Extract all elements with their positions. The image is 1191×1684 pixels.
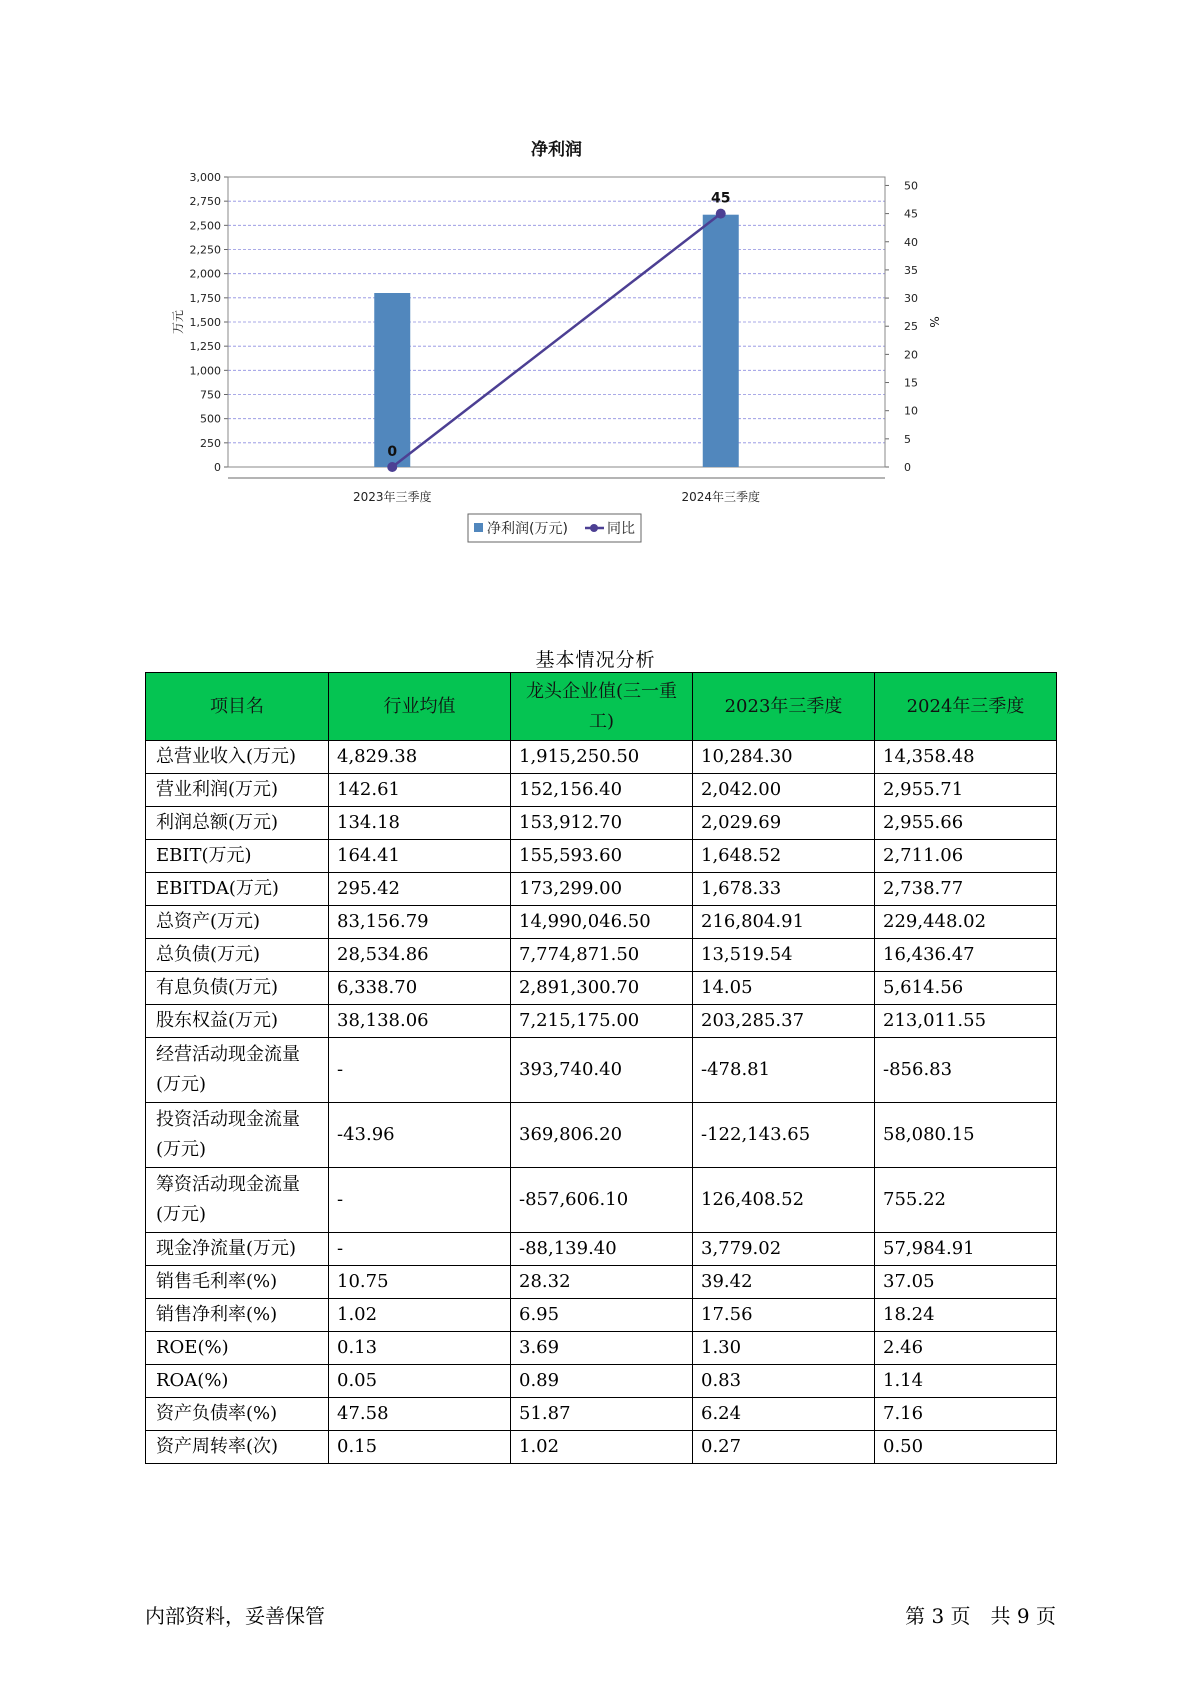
row-label-cell: 股东权益(万元) (146, 1005, 329, 1038)
row-label-cell: 总营业收入(万元) (146, 741, 329, 774)
value-cell: 3.69 (511, 1332, 693, 1365)
value-cell: 0.05 (329, 1365, 511, 1398)
value-cell: -856.83 (875, 1038, 1057, 1103)
legend-label-bar: 净利润(万元) (487, 521, 568, 537)
row-label-cell: EBITDA(万元) (146, 873, 329, 906)
y-tick-label: 500 (200, 412, 221, 426)
point-label: 45 (711, 190, 731, 207)
y-tick-label: 250 (200, 436, 221, 450)
value-cell: 7,774,871.50 (511, 939, 693, 972)
value-cell: 0.15 (329, 1431, 511, 1464)
table-row (146, 774, 1057, 807)
value-cell: 5,614.56 (875, 972, 1057, 1005)
value-cell: 2,955.71 (875, 774, 1057, 807)
value-cell: 126,408.52 (693, 1168, 875, 1233)
y-tick-label: 1,000 (189, 364, 221, 378)
table-row (146, 840, 1057, 873)
value-cell: 2,711.06 (875, 840, 1057, 873)
y-tick-label: 2,500 (189, 219, 221, 233)
value-cell: 14,990,046.50 (511, 906, 693, 939)
value-cell: -43.96 (329, 1103, 511, 1168)
point-yoy (716, 209, 726, 219)
table-header-row (146, 673, 1057, 741)
value-cell: 28.32 (511, 1266, 693, 1299)
value-cell: 7.16 (875, 1398, 1057, 1431)
value-cell: 83,156.79 (329, 906, 511, 939)
value-cell: 10.75 (329, 1266, 511, 1299)
value-cell: 6,338.70 (329, 972, 511, 1005)
row-label-cell: ROE(%) (146, 1332, 329, 1365)
y-tick-label: 1,750 (189, 291, 221, 305)
value-cell: 203,285.37 (693, 1005, 875, 1038)
value-cell: 134.18 (329, 807, 511, 840)
basic-analysis-table (145, 672, 1057, 1464)
header-cell: 行业均值 (329, 673, 511, 741)
table-row (146, 1233, 1057, 1266)
y2-tick-label: 50 (904, 179, 918, 193)
value-cell: 142.61 (329, 774, 511, 807)
table-row (146, 1103, 1057, 1168)
y2-tick-label: 35 (904, 263, 918, 277)
y-tick-label: 0 (214, 461, 221, 474)
value-cell: 16,436.47 (875, 939, 1057, 972)
value-cell: 18.24 (875, 1299, 1057, 1332)
value-cell: 17.56 (693, 1299, 875, 1332)
table-row (146, 1005, 1057, 1038)
table-title: 基本情况分析 (535, 649, 656, 671)
row-label-cell: 销售毛利率(%) (146, 1266, 329, 1299)
value-cell: 0.27 (693, 1431, 875, 1464)
y-tick-label: 3,000 (189, 171, 221, 184)
value-cell: 755.22 (875, 1168, 1057, 1233)
table-row (146, 1332, 1057, 1365)
row-label-cell: EBIT(万元) (146, 840, 329, 873)
table-row (146, 1038, 1057, 1103)
table-row (146, 741, 1057, 774)
value-cell: 173,299.00 (511, 873, 693, 906)
value-cell: 57,984.91 (875, 1233, 1057, 1266)
table-row (146, 972, 1057, 1005)
y-axis-label: 万元 (171, 309, 185, 335)
value-cell: 7,215,175.00 (511, 1005, 693, 1038)
row-label-cell: 营业利润(万元) (146, 774, 329, 807)
point-yoy (387, 462, 397, 472)
value-cell: 393,740.40 (511, 1038, 693, 1103)
y2-tick-label: 25 (904, 320, 918, 334)
y2-tick-label: 15 (904, 376, 918, 390)
row-label-cell: 利润总额(万元) (146, 807, 329, 840)
row-label-cell: 现金净流量(万元) (146, 1233, 329, 1266)
table-row (146, 807, 1057, 840)
y-tick-label: 750 (200, 388, 221, 402)
table-row (146, 906, 1057, 939)
y2-tick-label: 0 (904, 461, 911, 474)
value-cell: 6.95 (511, 1299, 693, 1332)
value-cell: -88,139.40 (511, 1233, 693, 1266)
value-cell: 14.05 (693, 972, 875, 1005)
plot-frame (228, 177, 885, 467)
table-row (146, 1266, 1057, 1299)
value-cell: 295.42 (329, 873, 511, 906)
value-cell: 2,029.69 (693, 807, 875, 840)
row-label-cell: 总资产(万元) (146, 906, 329, 939)
value-cell: 0.89 (511, 1365, 693, 1398)
value-cell: -122,143.65 (693, 1103, 875, 1168)
value-cell: 2,042.00 (693, 774, 875, 807)
value-cell: 51.87 (511, 1398, 693, 1431)
row-label-cell: 有息负债(万元) (146, 972, 329, 1005)
value-cell: 2,955.66 (875, 807, 1057, 840)
y2-tick-label: 5 (904, 432, 911, 446)
y-tick-label: 1,500 (189, 316, 221, 329)
value-cell: 2,738.77 (875, 873, 1057, 906)
row-label-cell: 投资活动现金流量(万元) (146, 1103, 329, 1168)
value-cell: 1,915,250.50 (511, 741, 693, 774)
table-row (146, 1365, 1057, 1398)
y2-tick-label: 30 (904, 292, 918, 306)
header-cell: 2024年三季度 (875, 673, 1057, 741)
value-cell: -478.81 (693, 1038, 875, 1103)
table-row (146, 873, 1057, 906)
net-profit-chart (170, 140, 1040, 595)
value-cell: 1.02 (329, 1299, 511, 1332)
value-cell: -857,606.10 (511, 1168, 693, 1233)
table-row (146, 1431, 1057, 1464)
value-cell: 0.50 (875, 1431, 1057, 1464)
row-label-cell: 筹资活动现金流量(万元) (146, 1168, 329, 1233)
row-label-cell: 总负债(万元) (146, 939, 329, 972)
value-cell: 10,284.30 (693, 741, 875, 774)
value-cell: 216,804.91 (693, 906, 875, 939)
value-cell: 58,080.15 (875, 1103, 1057, 1168)
table-row (146, 1168, 1057, 1233)
value-cell: 37.05 (875, 1266, 1057, 1299)
value-cell: - (329, 1168, 511, 1233)
table-row (146, 1299, 1057, 1332)
bar-net-profit (374, 293, 410, 467)
value-cell: 6.24 (693, 1398, 875, 1431)
header-cell: 龙头企业值(三一重工) (511, 673, 693, 741)
table-row (146, 1398, 1057, 1431)
value-cell: 39.42 (693, 1266, 875, 1299)
value-cell: 2.46 (875, 1332, 1057, 1365)
value-cell: 1,678.33 (693, 873, 875, 906)
value-cell: 152,156.40 (511, 774, 693, 807)
value-cell: 0.83 (693, 1365, 875, 1398)
chart-title: 净利润 (531, 140, 582, 160)
value-cell: 1,648.52 (693, 840, 875, 873)
row-label-cell: 销售净利率(%) (146, 1299, 329, 1332)
value-cell: 213,011.55 (875, 1005, 1057, 1038)
value-cell: 164.41 (329, 840, 511, 873)
y2-axis-label: % (927, 316, 941, 328)
legend-swatch-dot (590, 524, 598, 532)
value-cell: 4,829.38 (329, 741, 511, 774)
row-label-cell: 资产周转率(次) (146, 1431, 329, 1464)
point-label: 0 (387, 444, 398, 460)
x-tick-label: 2023年三季度 (352, 490, 432, 504)
row-label-cell: 资产负债率(%) (146, 1398, 329, 1431)
y-tick-label: 2,250 (189, 243, 221, 257)
header-cell: 项目名 (146, 673, 329, 741)
header-cell: 2023年三季度 (693, 673, 875, 741)
value-cell: 1.30 (693, 1332, 875, 1365)
value-cell: - (329, 1233, 511, 1266)
x-tick-label: 2024年三季度 (681, 490, 761, 504)
value-cell: 155,593.60 (511, 840, 693, 873)
footer-page-number: 第 3 页 共 9 页 (905, 1604, 1056, 1628)
value-cell: 3,779.02 (693, 1233, 875, 1266)
y2-tick-label: 20 (904, 348, 918, 362)
value-cell: - (329, 1038, 511, 1103)
value-cell: 28,534.86 (329, 939, 511, 972)
value-cell: 229,448.02 (875, 906, 1057, 939)
y-tick-label: 1,250 (189, 340, 221, 354)
legend-swatch-bar (474, 523, 483, 532)
value-cell: 47.58 (329, 1398, 511, 1431)
table-row (146, 939, 1057, 972)
y2-tick-label: 10 (904, 404, 918, 418)
value-cell: 38,138.06 (329, 1005, 511, 1038)
value-cell: 153,912.70 (511, 807, 693, 840)
value-cell: 14,358.48 (875, 741, 1057, 774)
value-cell: 13,519.54 (693, 939, 875, 972)
row-label-cell: ROA(%) (146, 1365, 329, 1398)
line-yoy (392, 214, 721, 467)
y2-tick-label: 45 (904, 207, 918, 221)
value-cell: 1.02 (511, 1431, 693, 1464)
value-cell: 369,806.20 (511, 1103, 693, 1168)
row-label-cell: 经营活动现金流量(万元) (146, 1038, 329, 1103)
value-cell: 2,891,300.70 (511, 972, 693, 1005)
y2-tick-label: 40 (904, 235, 918, 249)
footer-confidential-note: 内部资料，妥善保管 (145, 1604, 325, 1628)
y-tick-label: 2,000 (189, 267, 221, 281)
legend-label-line: 同比 (607, 521, 635, 537)
bar-net-profit (703, 215, 739, 467)
value-cell: 1.14 (875, 1365, 1057, 1398)
value-cell: 0.13 (329, 1332, 511, 1365)
y-tick-label: 2,750 (189, 195, 221, 209)
